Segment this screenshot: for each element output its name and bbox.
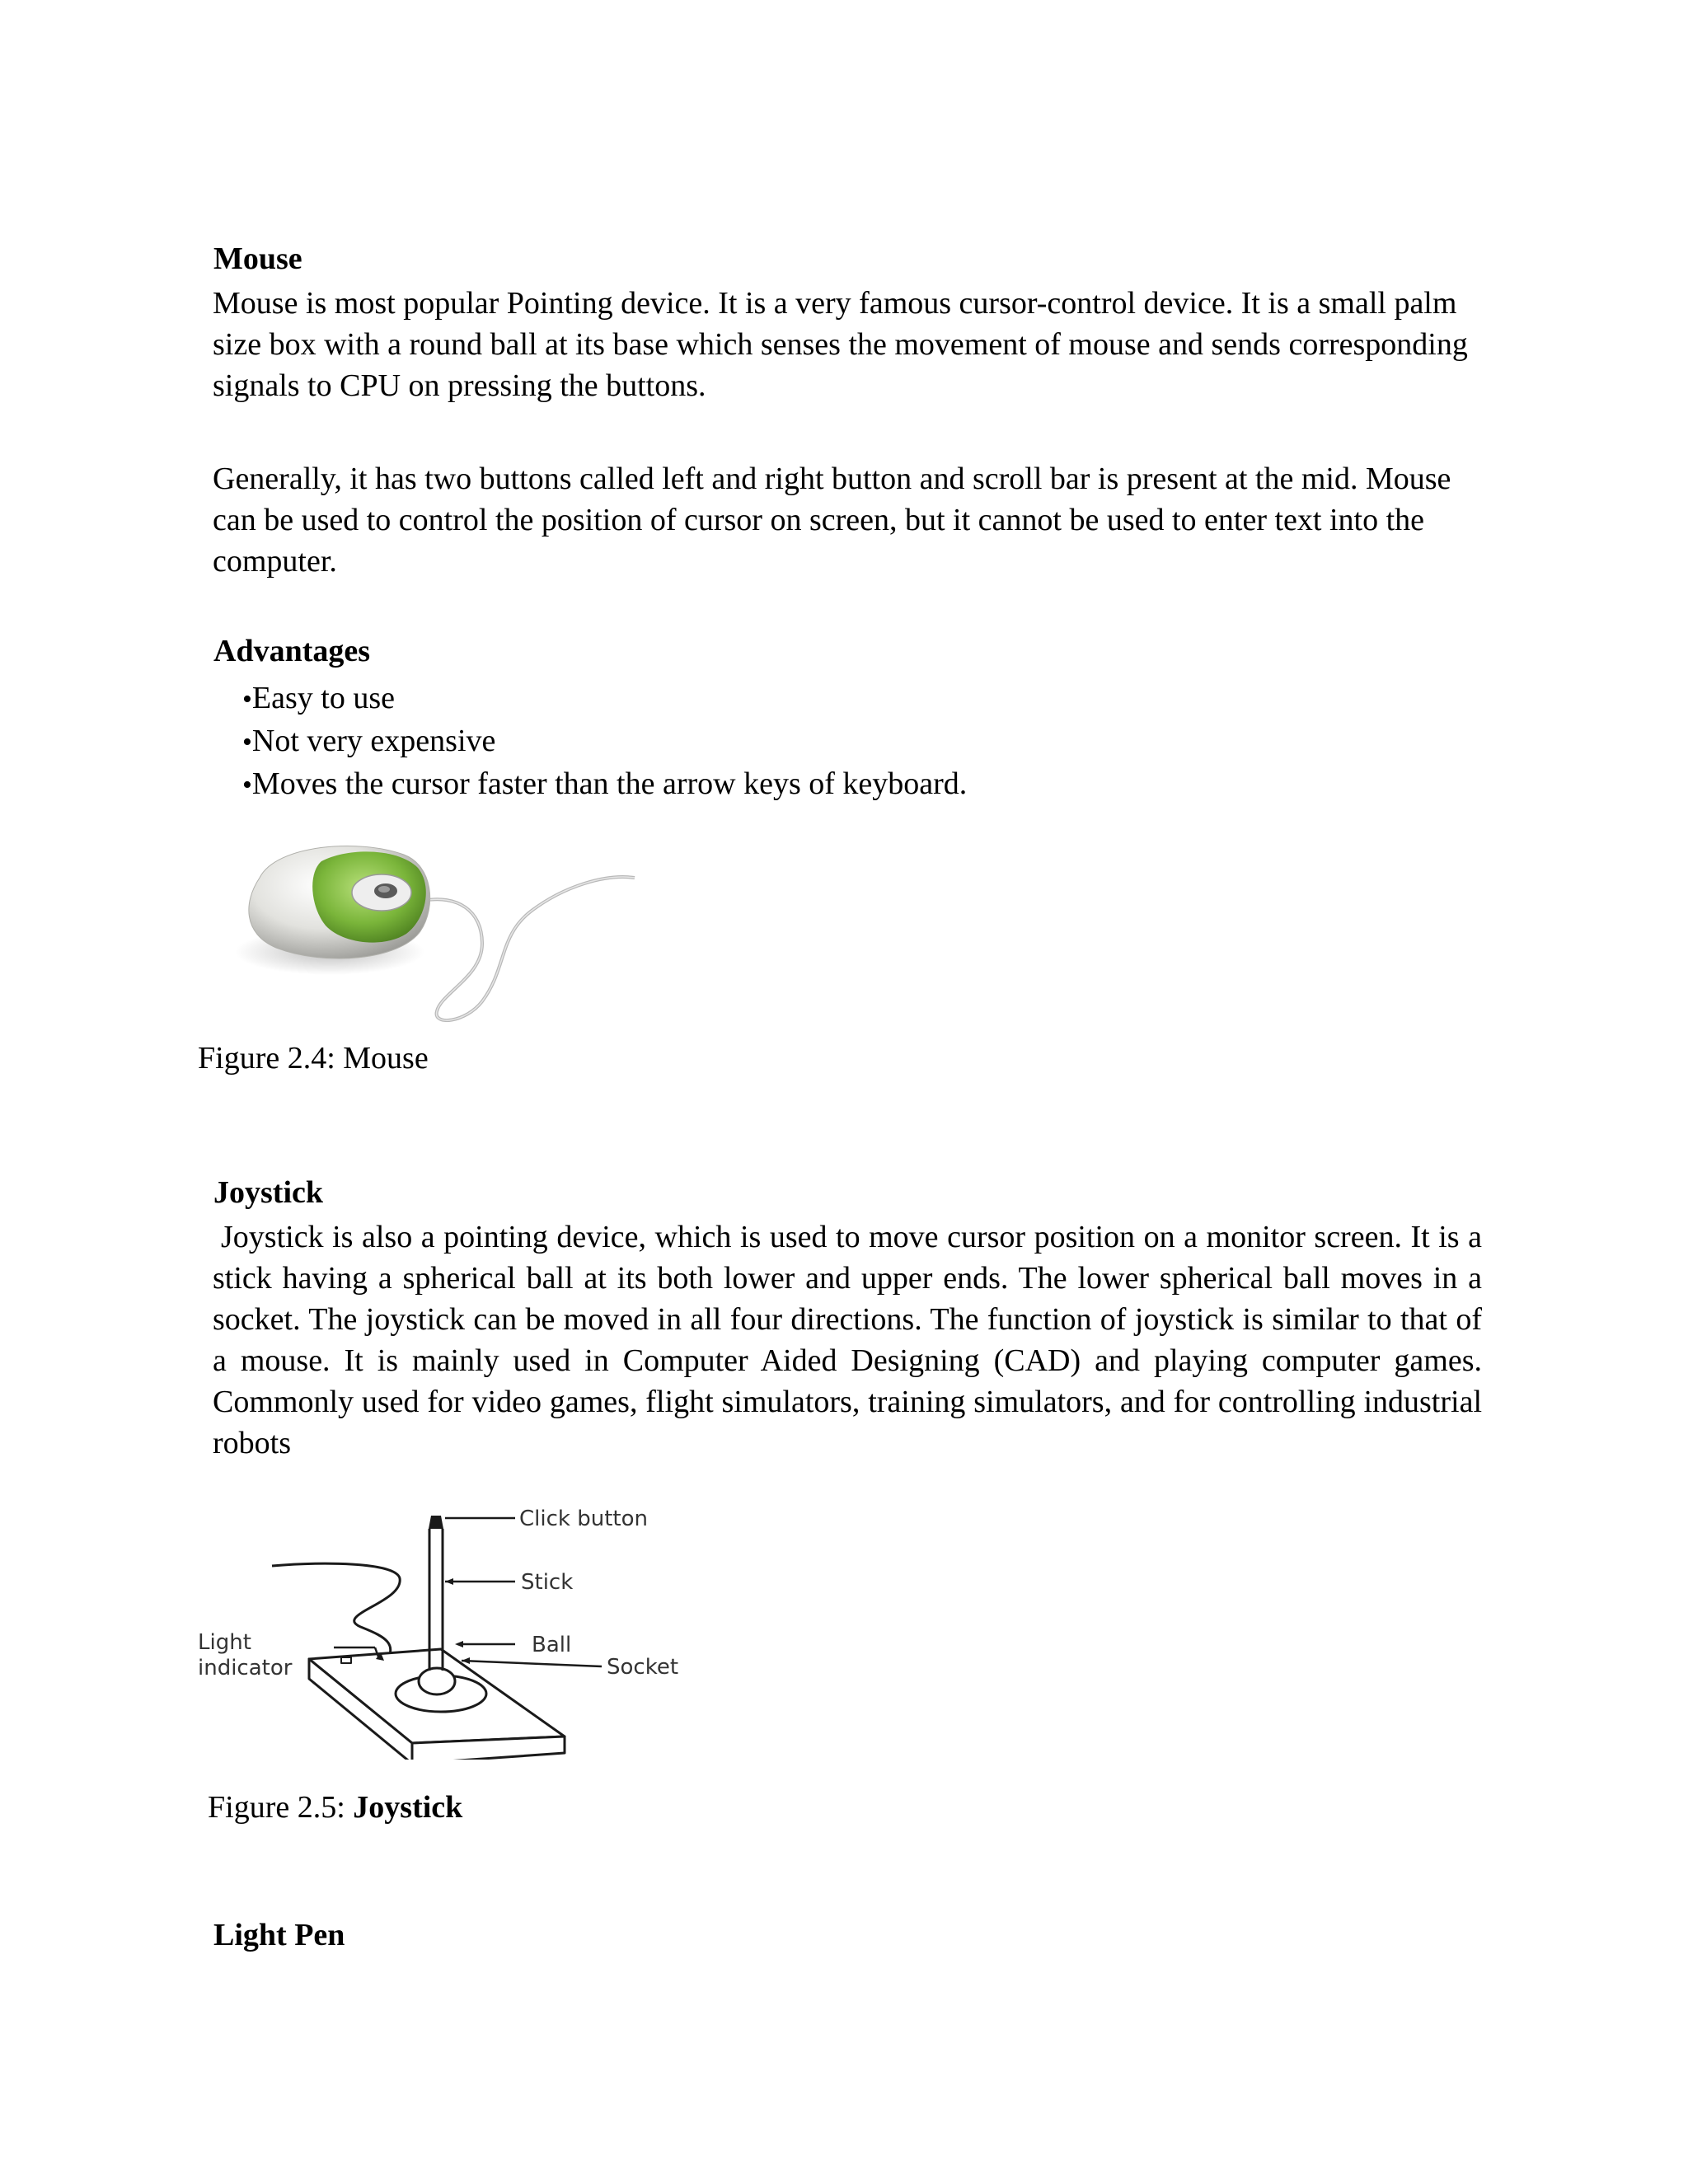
label-light: Light — [198, 1630, 251, 1655]
joystick-diagram — [190, 1496, 701, 1760]
list-item — [242, 677, 967, 720]
figure-caption-joystick — [208, 1792, 462, 1823]
caption-prefix: Figure 2.5: — [208, 1790, 354, 1825]
label-click-button: Click button — [519, 1507, 648, 1531]
advantage-text: Easy to use — [251, 681, 395, 715]
mouse-paragraph-2: Generally, it has two buttons called left and right button and scroll bar is present at the mid. Mouse can be used to control the position of cursor on screen, but it cannot be used to enter text into the computer. — [213, 462, 1451, 579]
joystick-heading: Joystick — [213, 1175, 323, 1210]
label-socket: Socket — [607, 1655, 679, 1680]
list-item — [242, 720, 967, 763]
label-ball: Ball — [532, 1633, 572, 1657]
figure-caption-mouse: Figure 2.4: Mouse — [198, 1041, 429, 1076]
advantages-list — [242, 677, 967, 806]
joystick-paragraph: Joystick is also a pointing device, which is used to move cursor position on a monitor screen. It is a stick having a spherical ball at its both lower and upper ends. The lower spherical ball moves in a socket. The joystick can be moved in all four directions. The function of joystick is similar to that of a mouse. It is mainly used in Computer Aided Designing (CAD) and playing computer games. Commonly used for video games, flight simulators, training simulators, and for controlling industrial robots — [213, 1220, 1482, 1460]
advantages-heading: Advantages — [213, 634, 371, 668]
list-item — [242, 763, 967, 806]
advantage-text: Moves the cursor faster than the arrow keys of keyboard. — [251, 766, 968, 801]
mouse-image — [235, 828, 639, 1026]
light-pen-heading: Light Pen — [213, 1918, 345, 1952]
bullet-icon: • — [242, 770, 252, 800]
advantage-text: Not very expensive — [251, 724, 496, 758]
label-stick: Stick — [521, 1570, 574, 1595]
bullet-icon: • — [242, 727, 252, 757]
bullet-icon: • — [242, 684, 252, 715]
mouse-heading: Mouse — [213, 241, 302, 276]
label-indicator: indicator — [198, 1656, 293, 1680]
caption-bold: Joystick — [353, 1790, 463, 1825]
mouse-paragraph-1: Mouse is most popular Pointing device. It is a very famous cursor-control device. It is a small palm size box with a round ball at its base which senses the movement of mouse and sends corresponding signals to CPU on pressing the buttons. — [213, 286, 1468, 403]
